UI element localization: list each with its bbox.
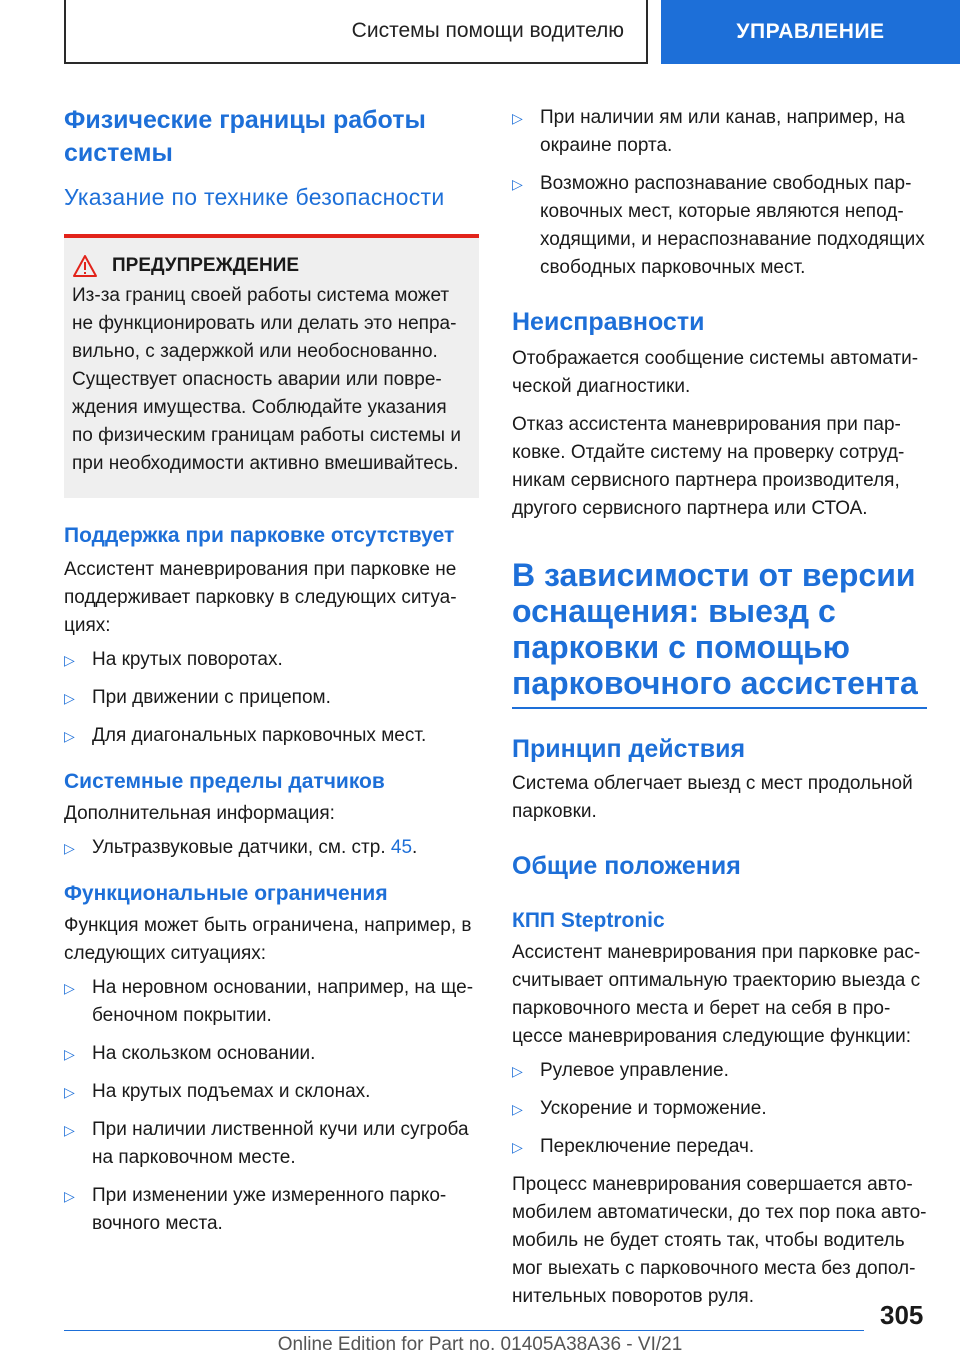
triangle-right-icon: ▷	[64, 728, 75, 744]
triangle-right-icon: ▷	[512, 110, 523, 126]
list-item: ▷ Переключение передач.	[512, 1133, 927, 1161]
triangle-right-icon: ▷	[512, 1101, 523, 1117]
list-item: ▷ Рулевое управление.	[512, 1057, 927, 1085]
triangle-right-icon: ▷	[64, 652, 75, 668]
triangle-right-icon: ▷	[64, 1046, 75, 1062]
kpp-title: КПП Steptronic	[512, 909, 665, 932]
warning-box	[64, 238, 479, 498]
footer-edition: Online Edition for Part no. 01405A38A36 - VI/21	[277, 1334, 683, 1355]
parking-unsupported-title: Поддержка при парковке отсутствует	[64, 524, 455, 547]
list-item: ▷ На неровном основании, например, на ще-беночном покрытии.	[64, 974, 479, 1030]
sensor-limits-title: Системные пределы датчиков	[64, 770, 385, 793]
kpp-list	[512, 1057, 927, 1161]
list-item: ▷ При наличии ям или канав, например, на окраине порта.	[512, 104, 927, 160]
warning-title: ПРЕДУПРЕЖДЕНИЕ	[112, 255, 300, 276]
triangle-right-icon: ▷	[64, 840, 75, 856]
warning-text: Из-за границ своей работы система может не функционировать или делать это непра-вильно, с задержкой или необоснованно. Существует опасность аварии или повре-ждения имущества. Соблюдайте указания по физическим границам работы системы и при необходимости активно вмешивайтесь.	[72, 285, 461, 474]
header-chapter-title: УПРАВЛЕНИЕ	[736, 20, 885, 43]
triangle-right-icon: ▷	[64, 980, 75, 996]
list-item: ▷ Возможно распознавание свободных пар-ковочных мест, которые являются непод-ходящими, и нераспознавание подходящих свободных парковочных мест.	[512, 170, 927, 282]
function-limits-text: Функция может быть ограничена, например, в следующих ситуациях:	[64, 915, 472, 964]
footer-rule	[64, 1330, 864, 1331]
warning-header	[72, 254, 469, 278]
kpp-after-text: Процесс маневрирования совершается авто-мобилем автоматически, до тех пор пока авто-мобиль не будет стоять так, чтобы водитель мог выехать с парковочного места без допол-нительных поворотов руля.	[512, 1174, 927, 1307]
principle-title: Принцип действия	[512, 735, 746, 763]
list-item: ▷ Для диагональных парковочных мест.	[64, 722, 479, 750]
list-item: ▷ Ускорение и торможение.	[512, 1095, 927, 1123]
triangle-right-icon: ▷	[512, 1139, 523, 1155]
principle-text: Система облегчает выезд с мест продольной парковки.	[512, 773, 913, 822]
list-item: ▷ На скользком основании.	[64, 1040, 479, 1068]
header-chapter	[661, 0, 960, 64]
section-title: Физические границы работы системы	[64, 106, 426, 167]
kpp-text: Ассистент маневрирования при парковке рас-считывает оптимальную траекторию выезда с парковочного места и берет на себя в про-цессе маневрирования следующие функции:	[512, 942, 921, 1047]
safety-title: Указание по технике безопасности	[64, 184, 445, 210]
faults-text-2: Отказ ассистента маневрирования при пар-ковке. Отдайте систему на проверку сотруд-никам сервисного партнера производителя, другого сервисного партнера или СТОА.	[512, 414, 905, 519]
sensor-limits-list	[64, 834, 479, 862]
triangle-right-icon: ▷	[64, 1084, 75, 1100]
page-number: 305	[880, 1300, 924, 1330]
list-item: ▷ На крутых подъемах и склонах.	[64, 1078, 479, 1106]
list-item: ▷ При движении с прицепом.	[64, 684, 479, 712]
chapter-big-title: В зависимости от версии оснащения: выезд с парковки с помощью парковочного ассистента	[512, 557, 918, 701]
triangle-right-icon: ▷	[64, 1188, 75, 1204]
page-link[interactable]: 45	[390, 837, 413, 858]
list-item: ▷ При наличии лиственной кучи или сугроба на парковочном месте.	[64, 1116, 479, 1172]
faults-title: Неисправности	[512, 308, 705, 336]
general-title: Общие положения	[512, 852, 741, 880]
triangle-right-icon: ▷	[64, 1122, 75, 1138]
list-item: ▷ На крутых поворотах.	[64, 646, 479, 674]
function-limits-list	[64, 974, 479, 1238]
header-section	[64, 0, 648, 64]
right-column	[512, 104, 927, 1311]
sensor-limits-text: Дополнительная информация:	[64, 803, 335, 824]
parking-unsupported-text: Ассистент маневрирования при парковке не поддерживает парковку в следующих ситуа-циях:	[64, 559, 457, 636]
triangle-right-icon: ▷	[64, 690, 75, 706]
chapter-rule	[512, 707, 927, 709]
function-limits-list-continued	[512, 104, 927, 282]
list-item: ▷ Ультразвуковые датчики, см. стр. 45.	[64, 834, 479, 862]
header-section-title: Системы помощи водителю	[351, 19, 624, 42]
list-item: ▷ При изменении уже измеренного парко-вочного места.	[64, 1182, 479, 1238]
warning-triangle-icon	[72, 254, 98, 278]
function-limits-title: Функциональные ограничения	[64, 882, 388, 905]
triangle-right-icon: ▷	[512, 176, 523, 192]
parking-unsupported-list	[64, 646, 479, 750]
faults-text-1: Отображается сообщение системы автомати-ческой диагностики.	[512, 348, 919, 397]
triangle-right-icon: ▷	[512, 1063, 523, 1079]
left-column	[64, 104, 479, 1248]
